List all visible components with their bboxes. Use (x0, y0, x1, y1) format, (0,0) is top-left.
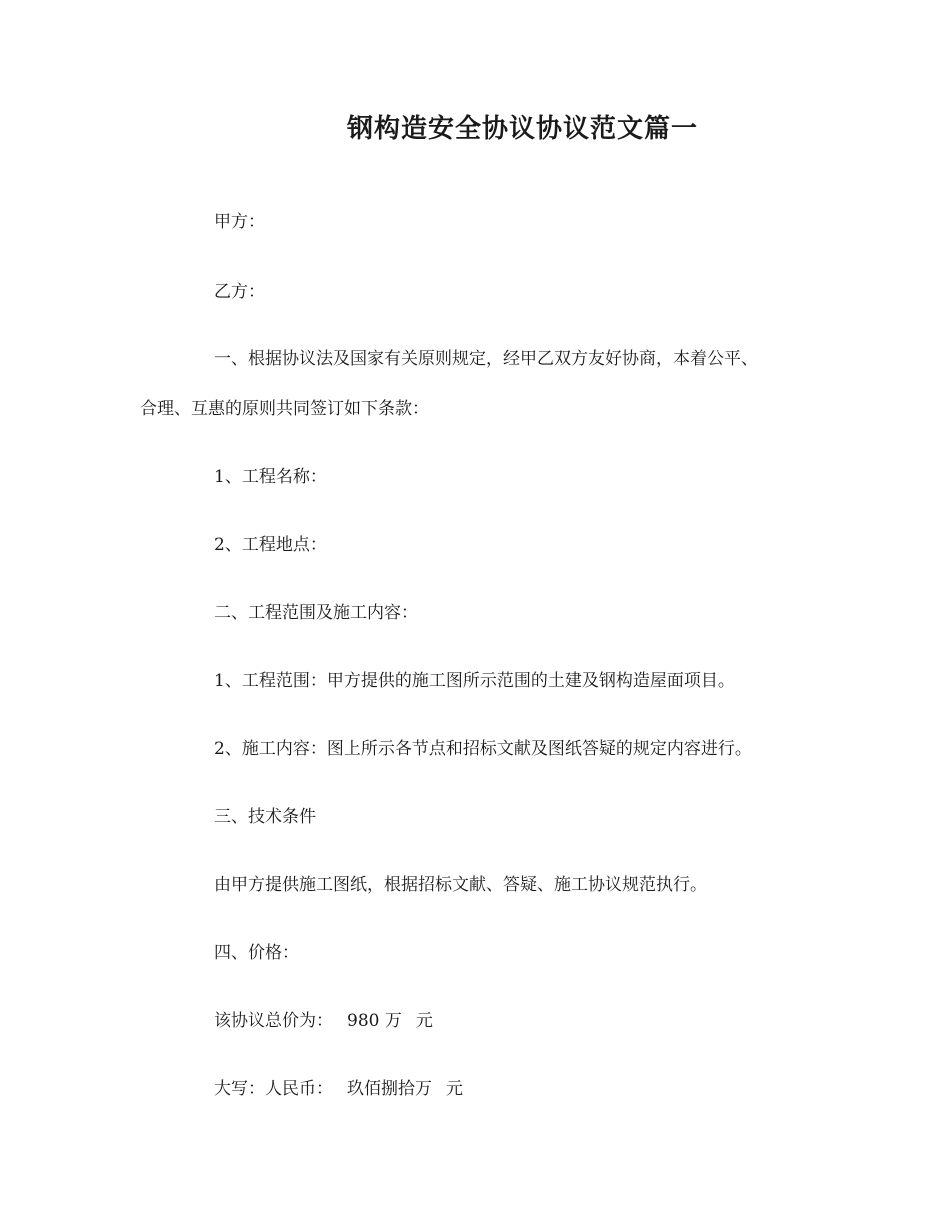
technical-conditions-line: 由甲方提供施工图纸，根据招标文献、答疑、施工协议规范执行。 (214, 875, 707, 895)
capital-amount-line (214, 1077, 463, 1101)
party-b-line: 乙方： (214, 282, 265, 302)
capital-amount-label: 大写：人民币： (214, 1079, 333, 1099)
project-name-line: 1、工程名称： (214, 467, 327, 487)
project-scope-line: 1、工程范围：甲方提供的施工图所示范围的土建及钢构造屋面项目。 (214, 671, 735, 691)
section-3-heading: 三、技术条件 (214, 807, 316, 827)
construction-content-line: 2、施工内容：图上所示各节点和招标文献及图纸答疑的规定内容进行。 (214, 739, 752, 759)
clause-1-line-1: 一、根据协议法及国家有关原则规定，经甲乙双方友好协商，本着公平、 (214, 349, 758, 369)
section-4-heading: 四、价格： (214, 943, 299, 963)
project-location-line: 2、工程地点： (214, 535, 327, 555)
capital-amount-unit: 元 (446, 1079, 463, 1099)
section-2-heading: 二、工程范围及施工内容： (214, 603, 418, 623)
clause-1-line-2: 合理、互惠的原则共同签订如下条款： (140, 399, 429, 419)
document-title: 钢构造安全协议协议范文篇一 (346, 114, 698, 144)
total-price-label: 该协议总价为： (214, 1011, 333, 1031)
capital-amount-value: 玖佰捌拾万 (347, 1079, 432, 1099)
total-price-value: 980 万 (347, 1011, 402, 1031)
party-a-line: 甲方： (214, 212, 265, 232)
total-price-line (214, 1009, 433, 1033)
total-price-unit: 元 (415, 1011, 433, 1031)
